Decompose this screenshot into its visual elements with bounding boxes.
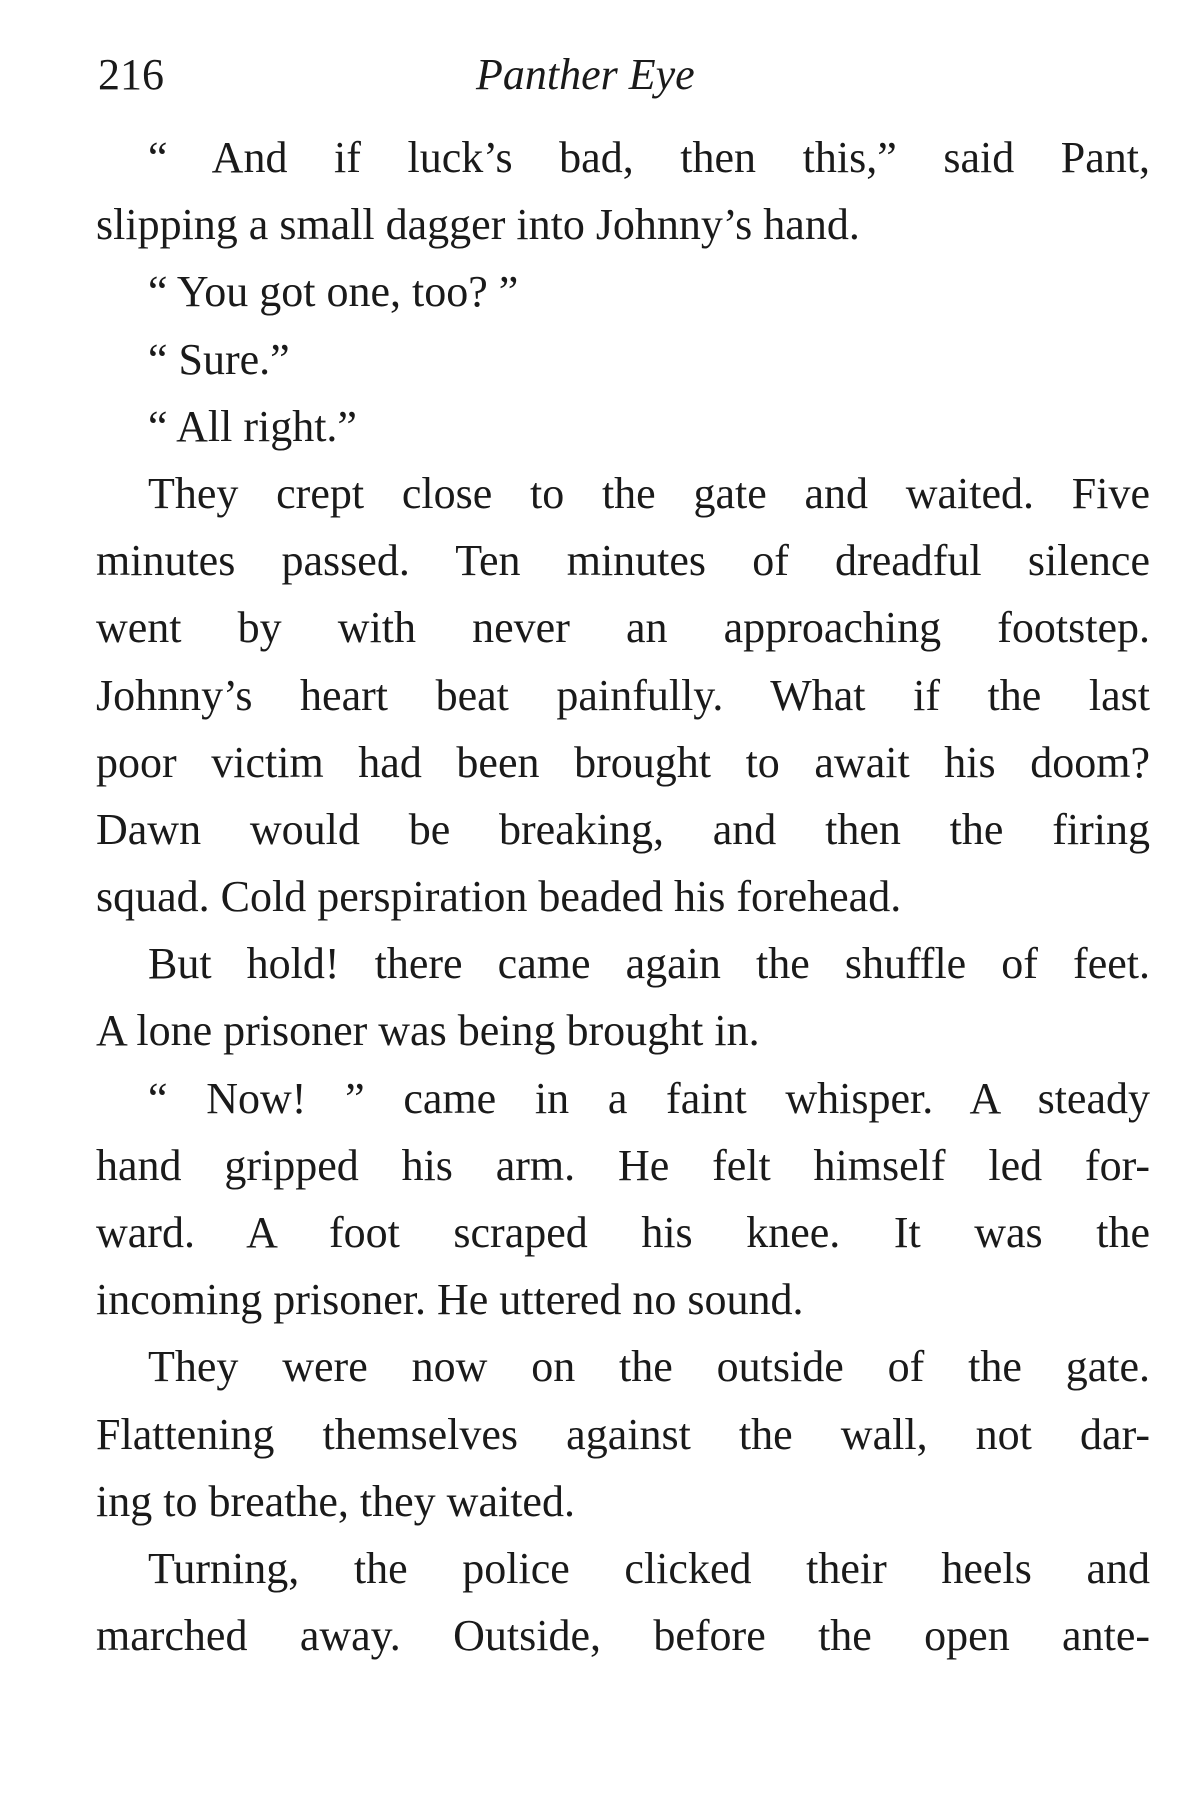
- text-line: hand gripped his arm. He felt himself led for-: [96, 1140, 1150, 1190]
- text-line: squad. Cold perspiration beaded his forehead.: [96, 872, 902, 922]
- text-line: “ And if luck’s bad, then this,” said Pant,: [148, 133, 1150, 182]
- text-line: incoming prisoner. He uttered no sound.: [96, 1275, 804, 1325]
- running-head: [98, 40, 1148, 110]
- text-line: They were now on the outside of the gate.: [148, 1342, 1150, 1392]
- text-line: But hold! there came again the shuffle of feet.: [148, 939, 1150, 989]
- text-line: They crept close to the gate and waited. Five: [148, 468, 1150, 518]
- text-line: “ Sure.”: [148, 334, 290, 384]
- page-number: 216: [98, 50, 164, 99]
- text-line: went by with never an approaching footstep.: [96, 603, 1150, 653]
- text-line: ing to breathe, they waited.: [96, 1476, 575, 1526]
- body-text: [96, 124, 1150, 1669]
- text-line: slipping a small dagger into Johnny’s hand.: [96, 200, 860, 250]
- text-line: Johnny’s heart beat painfully. What if the last: [96, 670, 1150, 720]
- text-line: “ All right.”: [148, 401, 357, 451]
- text-line: Flattening themselves against the wall, not dar-: [96, 1409, 1150, 1459]
- text-line: “ Now! ” came in a faint whisper. A steady: [148, 1073, 1150, 1123]
- text-line: “ You got one, too? ”: [148, 267, 519, 317]
- text-line: Dawn would be breaking, and then the firing: [96, 804, 1150, 854]
- text-line: Turning, the police clicked their heels and: [148, 1543, 1150, 1593]
- text-line: poor victim had been brought to await his doom?: [96, 737, 1150, 787]
- text-line: A lone prisoner was being brought in.: [96, 1006, 760, 1056]
- running-title: Panther Eye: [476, 50, 695, 99]
- text-line: marched away. Outside, before the open ante-: [96, 1611, 1150, 1661]
- text-line: ward. A foot scraped his knee. It was the: [96, 1208, 1150, 1257]
- text-line: minutes passed. Ten minutes of dreadful silence: [96, 536, 1150, 586]
